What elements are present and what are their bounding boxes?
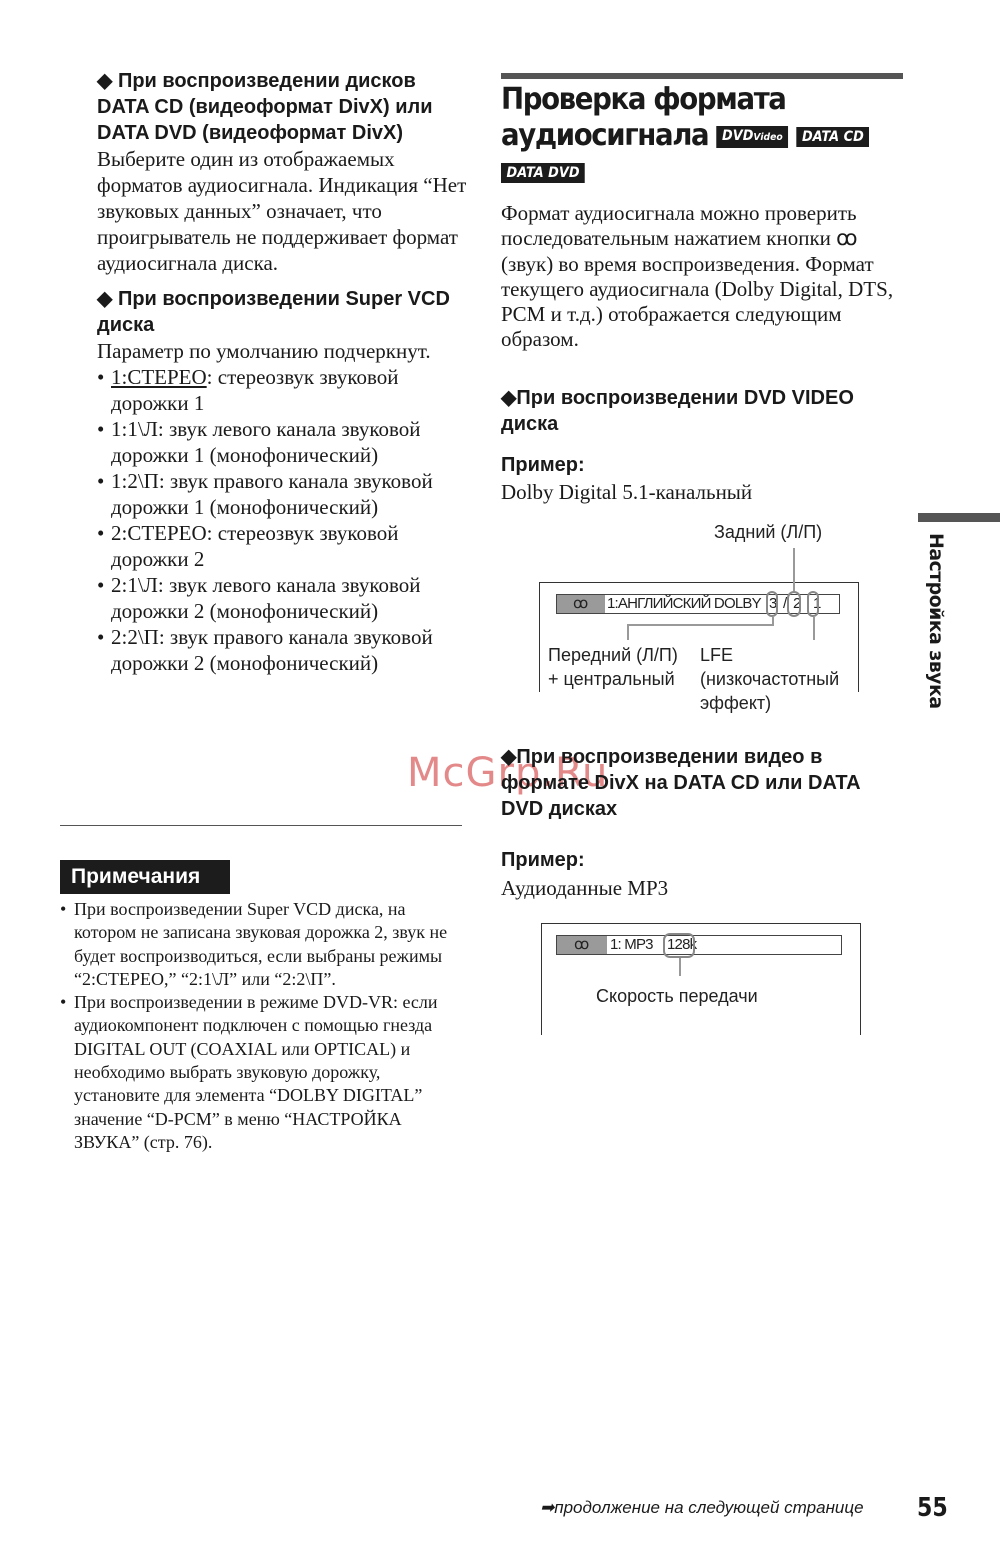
bitrate-marker — [663, 933, 695, 958]
section-top-rule — [501, 73, 903, 79]
label-rear: Задний (Л/П) — [714, 522, 823, 542]
continued-note: ➡продолжение на следующей странице — [540, 1498, 864, 1517]
option-item: • 1:2\П: звук правого канала звуковой дорожки 1 (монофонический) — [97, 469, 433, 519]
divx-paragraph: Выберите один из отображаемых форматов аудиосигнала. Индикация “Нет звуковых данных” означает, что проигрыватель не поддерживает формат аудиосигнала диска. — [97, 147, 467, 275]
svcd-options-list — [97, 364, 467, 676]
page-number: 55 — [917, 1493, 948, 1523]
option-key: 1:1\Л — [111, 417, 158, 441]
lfe-connector — [813, 617, 815, 640]
intro-paragraph: Формат аудиосигнала можно проверить последовательным нажатием кнопки ꝏ (звук) во время воспроизведения. Формат текущего аудиосигнала (Dolby Digital, DTS, PCM и т.д.) отображается следующим образом. — [501, 201, 894, 352]
option-item: • 1:СТЕРЕО: стереозвук звуковой дорожки 1 — [97, 365, 399, 415]
separator: / — [783, 595, 787, 612]
left-column — [97, 68, 467, 676]
side-tab-bar — [918, 513, 1000, 522]
note-item: • При воспроизведении Super VCD диска, на котором не записана звуковая дорожка 2, звук не будет воспроизводиться, если выбраны режимы “2:СТЕРЕО,” “2:1\Л” или “2:2\П”. — [60, 899, 448, 989]
front-connector-h — [627, 624, 774, 626]
option-key: 1:2\П — [111, 469, 159, 493]
label-lfe: LFE (низкочастотный эффект) — [700, 645, 840, 713]
label-front: Передний (Л/П) + центральный — [548, 645, 678, 689]
section-divider — [60, 825, 462, 826]
separator: . — [806, 595, 810, 612]
watermark: McGrp.Ru — [407, 750, 609, 796]
lfe-channel: 1 — [813, 595, 821, 612]
data-cd-badge: DATA CD — [796, 127, 869, 147]
option-item: • 2:2\П: звук правого канала звуковой дорожки 2 (монофонический) — [97, 625, 433, 675]
option-item: • 2:1\Л: звук левого канала звуковой дорожки 2 (монофонический) — [97, 573, 421, 623]
bitrate-connector — [679, 958, 681, 976]
note-item: • При воспроизведении в режиме DVD-VR: если аудиокомпонент подключен с помощью гнезда DIGITAL OUT (COAXIAL или OPTICAL) и необходимо выбрать звуковую дорожку, установите для элемента “DOLBY DIGITAL” значение “D-PCM” в меню “НАСТРОЙКА ЗВУКА” (стр. 76). — [60, 992, 438, 1152]
svcd-default-note: Параметр по умолчанию подчеркнут. — [97, 339, 431, 363]
notes-block — [60, 898, 464, 1154]
rear-marker — [787, 591, 801, 617]
right-column-text — [501, 201, 906, 353]
audio-icon-box — [557, 595, 605, 613]
side-tab: Настройка звука — [925, 533, 947, 709]
dvd-video-badge: DVDVideo — [717, 126, 789, 148]
osd-bar-mp3 — [556, 935, 842, 955]
svcd-heading: ◆ При воспроизведении Super VCD диска — [97, 288, 450, 336]
front-channels: 3 — [769, 595, 777, 612]
audio-track-text: 1:АНГЛИЙСКИЙ DOLBY — [607, 595, 761, 612]
audio-icon: ꝏ — [573, 595, 588, 612]
label-bitrate: Скорость передачи — [596, 986, 758, 1006]
lfe-marker — [807, 591, 819, 617]
rear-connector — [793, 548, 795, 591]
example-mp3: Аудиоданные MP3 — [501, 876, 669, 900]
dvd-video-heading: ◆При воспроизведении DVD VIDEO диска — [501, 387, 854, 435]
section-title: Проверка формата аудиосигнала DVDVideo DATA CD DATA DVD — [501, 82, 878, 190]
audio-track-text: 1: MP3 — [610, 936, 653, 953]
option-key: 2:1\Л — [111, 573, 158, 597]
example-dolby: Dolby Digital 5.1-канальный — [501, 480, 753, 504]
notes-title: Примечания — [60, 860, 230, 894]
example-label: Пример: — [501, 454, 585, 476]
divx-video-heading: ◆При воспроизведении видео в формате DivX на DATA CD или DATA DVD дисках — [501, 746, 860, 820]
option-item: • 1:1\Л: звук левого канала звуковой дорожки 1 (монофонический) — [97, 417, 421, 467]
data-dvd-badge: DATA DVD — [501, 163, 585, 183]
option-item: • 2:СТЕРЕО: стереозвук звуковой дорожки 2 — [97, 521, 399, 571]
rear-channels: 2 — [793, 595, 801, 612]
audio-icon: ꝏ — [574, 936, 589, 953]
audio-icon-box — [557, 936, 607, 954]
divx-heading: ◆ При воспроизведении дисков DATA CD (видеоформат DivX) или DATA DVD (видеоформат DivX) — [97, 70, 433, 144]
front-connector-down — [627, 624, 629, 640]
option-key: 2:СТЕРЕО — [111, 521, 207, 545]
option-key-default: 1:СТЕРЕО — [111, 365, 207, 389]
option-key: 2:2\П — [111, 625, 159, 649]
bitrate-value: 128k — [667, 936, 697, 953]
example-label: Пример: — [501, 849, 585, 871]
front-marker — [766, 591, 778, 617]
